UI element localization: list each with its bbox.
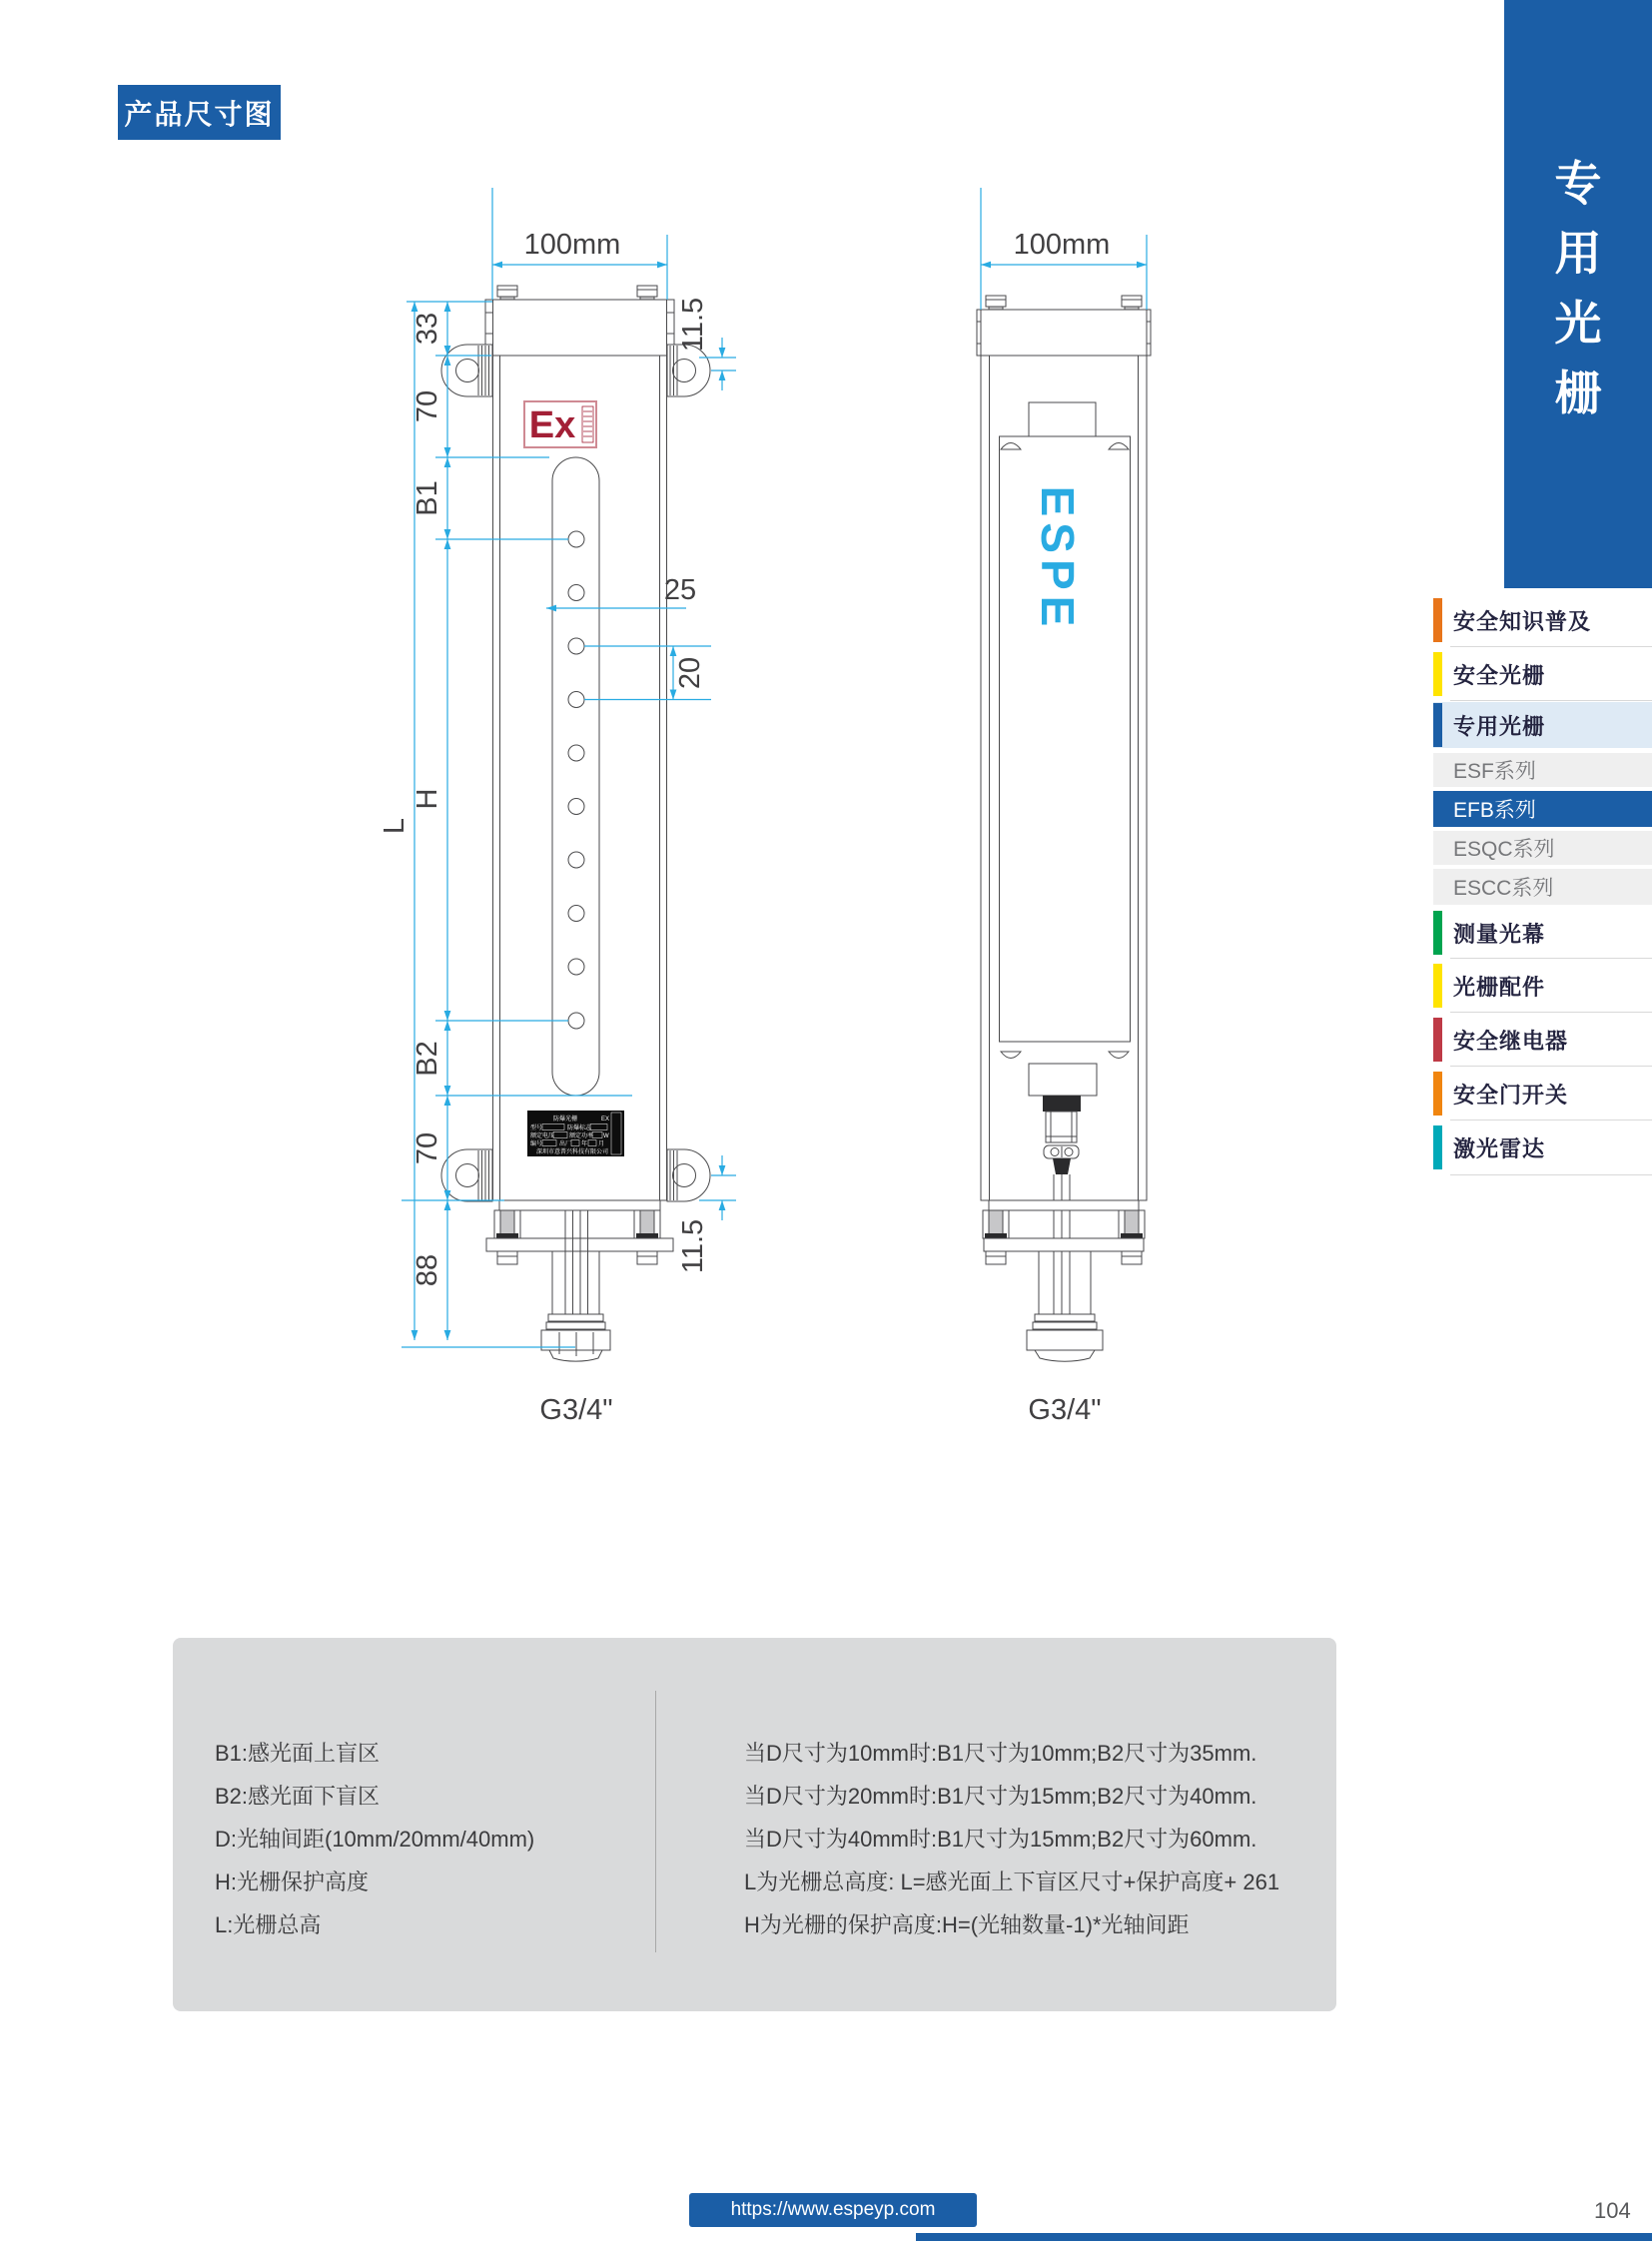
- footer-url: https://www.espeyp.com: [730, 2199, 936, 2220]
- sidebar-item-esqc-series[interactable]: [1433, 831, 1652, 865]
- sidebar-item-accessories[interactable]: [1433, 961, 1652, 1011]
- accent-bar: [1433, 598, 1442, 642]
- dim-88: 88: [412, 1253, 443, 1287]
- dim-33: 33: [412, 312, 443, 346]
- bottom-assembly: [486, 1200, 673, 1361]
- front-view-drawing: [370, 170, 799, 1468]
- plate-row-label: 型号: [530, 1125, 543, 1131]
- dim-25: 25: [663, 574, 697, 606]
- sidebar-title-char: 用: [1554, 227, 1602, 280]
- sidebar-item-label: 激光雷达: [1453, 1135, 1546, 1161]
- accent-bar: [1433, 1125, 1442, 1169]
- ex-label: Ex: [528, 404, 576, 446]
- plate-row-label: 编号: [530, 1141, 543, 1147]
- sidebar-item-label: ESF系列: [1453, 760, 1536, 783]
- legend-line: 当D尺寸为20mm时:B1尺寸为15mm;B2尺寸为40mm.: [744, 1784, 1257, 1809]
- sidebar-title: [1504, 157, 1652, 419]
- mount-bracket-bottom-right: [667, 1149, 710, 1201]
- sidebar-item-label: 专用光栅: [1453, 713, 1546, 739]
- sidebar-title-char: 光: [1554, 297, 1602, 350]
- sidebar-item-label: 光栅配件: [1453, 974, 1546, 1000]
- plate-row-label: 月: [598, 1141, 605, 1147]
- legend-line: L为光栅总高度: L=感光面上下盲区尺寸+保护高度+ 261: [744, 1869, 1280, 1894]
- dim-70-top: 70: [412, 389, 443, 423]
- dim-width-side: 100mm: [1013, 229, 1111, 261]
- sidebar-item-safety-door-switch[interactable]: [1433, 1069, 1652, 1119]
- sidebar-item-label: 安全继电器: [1453, 1028, 1569, 1054]
- sidebar-item-label: 安全门开关: [1453, 1082, 1569, 1108]
- sidebar-item-safety-knowledge[interactable]: [1433, 595, 1652, 645]
- plate-ex-badge: EX: [601, 1117, 610, 1122]
- mount-bracket-bottom-left: [441, 1149, 492, 1201]
- legend-left-column: [215, 1732, 534, 1946]
- sidebar-item-safety-light-curtain[interactable]: [1433, 649, 1652, 699]
- dim-70-bottom: 70: [412, 1131, 443, 1165]
- legend-line: L:光栅总高: [215, 1912, 322, 1937]
- plate-row-label: W: [603, 1133, 609, 1139]
- legend-right-column: [744, 1732, 1279, 1946]
- sidebar-item-laser-radar[interactable]: [1433, 1122, 1652, 1172]
- accent-bar: [1433, 911, 1442, 955]
- mount-bracket-top-left: [441, 345, 492, 396]
- legend-line: D:光轴间距(10mm/20mm/40mm): [215, 1827, 535, 1852]
- dim-width: 100mm: [523, 229, 621, 261]
- accent-bar: [1433, 964, 1442, 1008]
- top-connector-block: [1029, 402, 1096, 436]
- bottom-accent-strip: [916, 2233, 1652, 2241]
- plate-row-label: 额定电压: [530, 1133, 555, 1139]
- dim-B1: B1: [412, 480, 443, 516]
- plate-row-label: 年: [581, 1141, 588, 1147]
- dim-total-L: L: [379, 817, 411, 835]
- optical-slot: [552, 457, 599, 1096]
- bottom-assembly-side: [983, 1200, 1145, 1361]
- dim-11-5-bottom: 11.5: [677, 1218, 709, 1274]
- sidebar-item-label: EFB系列: [1453, 799, 1536, 822]
- legend-line: B2:感光面下盲区: [215, 1784, 381, 1809]
- divider: [1450, 646, 1652, 647]
- plate-row-label: 防爆标志: [567, 1125, 592, 1131]
- sidebar-item-label: 安全光栅: [1453, 662, 1546, 688]
- espe-logo: ESPE: [1032, 485, 1084, 633]
- legend-line: 当D尺寸为40mm时:B1尺寸为15mm;B2尺寸为60mm.: [744, 1827, 1257, 1852]
- divider: [1450, 1012, 1652, 1013]
- dim-11-5-top: 11.5: [677, 297, 709, 353]
- thread-label-side: G3/4": [1028, 1394, 1102, 1426]
- side-view-drawing: [939, 170, 1258, 1468]
- sidebar-item-efb-series-active[interactable]: [1433, 791, 1652, 827]
- divider: [1450, 1174, 1652, 1175]
- plate-row-label: 额定功率: [569, 1133, 594, 1139]
- divider: [1450, 700, 1652, 701]
- plate-title: 防爆光栅: [552, 1117, 578, 1122]
- sidebar-item-special-light-curtain-active[interactable]: [1433, 702, 1652, 748]
- legend-line: H为光栅的保护高度:H=(光轴数量-1)*光轴间距: [744, 1912, 1190, 1937]
- divider: [1450, 958, 1652, 959]
- sidebar-item-esf-series[interactable]: [1433, 753, 1652, 787]
- sidebar-item-safety-relay[interactable]: [1433, 1015, 1652, 1065]
- divider: [1450, 1066, 1652, 1067]
- sidebar-item-label: ESQC系列: [1453, 838, 1555, 861]
- accent-bar: [1433, 1018, 1442, 1062]
- footer-url-button[interactable]: [689, 2193, 977, 2227]
- page-number: 104: [1594, 2198, 1631, 2223]
- legend-line: H:光栅保护高度: [215, 1869, 370, 1894]
- dim-H: H: [412, 788, 443, 810]
- sidebar-banner: [1504, 0, 1652, 588]
- sidebar-title-char: 栅: [1554, 367, 1602, 419]
- sidebar-item-measuring-curtain[interactable]: [1433, 909, 1652, 957]
- legend-line: 当D尺寸为10mm时:B1尺寸为10mm;B2尺寸为35mm.: [744, 1741, 1257, 1766]
- dim-B2: B2: [412, 1041, 443, 1077]
- legend-divider: [655, 1691, 656, 1952]
- legend-line: B1:感光面上盲区: [215, 1741, 381, 1766]
- sidebar-item-label: ESCC系列: [1453, 877, 1554, 900]
- accent-bar: [1433, 652, 1442, 696]
- sidebar-item-label: 测量光幕: [1453, 921, 1546, 947]
- page-title: 产品尺寸图: [118, 85, 281, 140]
- dim-20: 20: [674, 656, 706, 690]
- sidebar-item-escc-series[interactable]: [1433, 869, 1652, 905]
- plate-row-label: 出厂: [559, 1141, 572, 1147]
- sidebar-item-label: 安全知识普及: [1453, 608, 1592, 634]
- thread-label-front: G3/4": [539, 1394, 613, 1426]
- name-plate: [527, 1111, 624, 1156]
- plate-company: 深圳市意普兴科技有限公司: [535, 1149, 609, 1155]
- accent-bar: [1433, 703, 1442, 747]
- ex-marking: [524, 401, 596, 447]
- accent-bar: [1433, 1072, 1442, 1116]
- sidebar-title-char: 专: [1554, 157, 1602, 210]
